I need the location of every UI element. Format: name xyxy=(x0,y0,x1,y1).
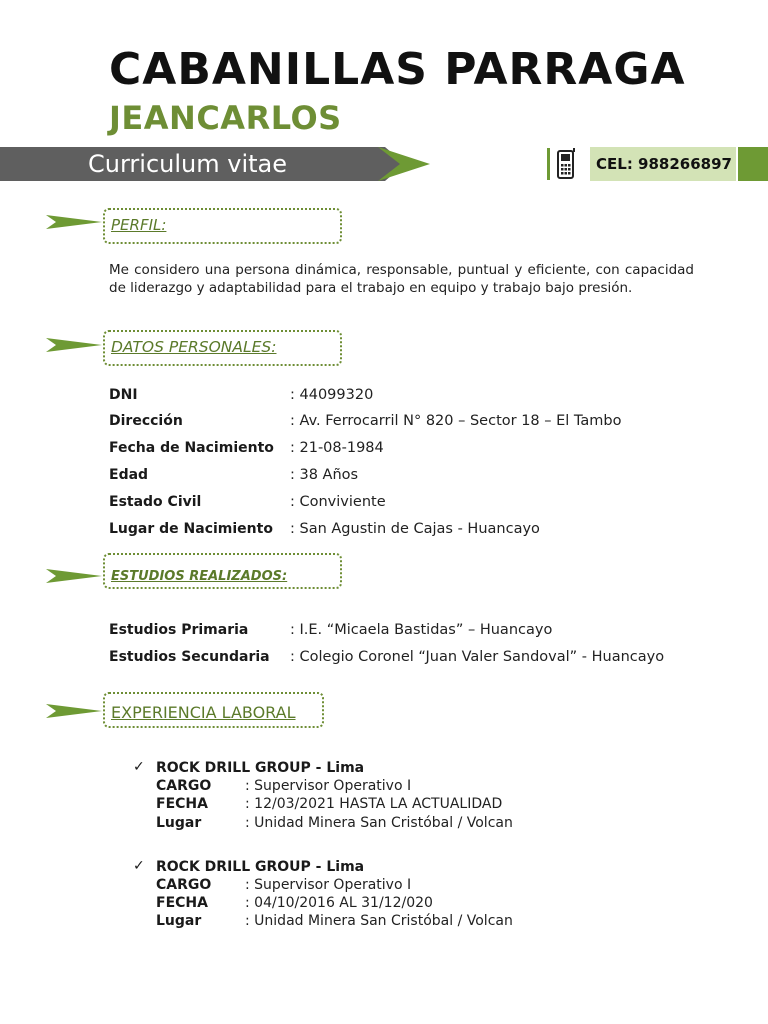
profile-text: Me considero una persona dinámica, responsable, puntual y eficiente, con capacidad de liderazgo y adaptabilidad para el trabajo en equipo y trabajo bajo presión. xyxy=(109,262,694,296)
surname-heading: CABANILLAS PARRAGA xyxy=(109,44,686,95)
job-fecha-value: : 04/10/2016 AL 31/12/020 xyxy=(245,895,433,911)
section-heading-datos: DATOS PERSONALES: xyxy=(103,330,342,366)
job-cargo-label: CARGO xyxy=(156,877,212,893)
section-arrow-icon xyxy=(46,704,102,718)
job-company: ROCK DRILL GROUP - Lima xyxy=(156,760,365,776)
field-value-estudios-primaria: : I.E. “Micaela Bastidas” – Huancayo xyxy=(290,622,553,638)
job-fecha-label: FECHA xyxy=(156,796,208,812)
header-accent-block xyxy=(738,147,768,181)
field-label-estudios-primaria: Estudios Primaria xyxy=(109,622,249,638)
field-value-edad: : 38 Años xyxy=(290,467,359,483)
firstname-heading: JEANCARLOS xyxy=(109,99,342,137)
section-heading-perfil: PERFIL: xyxy=(103,208,342,244)
job-fecha-value: : 12/03/2021 HASTA LA ACTUALIDAD xyxy=(245,796,503,812)
mobile-phone-icon xyxy=(545,147,585,181)
field-value-dni: : 44099320 xyxy=(290,387,374,403)
job-lugar-value: : Unidad Minera San Cristóbal / Volcan xyxy=(245,913,513,929)
job-fecha-label: FECHA xyxy=(156,895,208,911)
section-arrow-icon xyxy=(46,338,102,352)
checkmark-icon: ✓ xyxy=(133,858,145,874)
section-heading-estudios: ESTUDIOS REALIZADOS: xyxy=(103,553,342,589)
field-label-lugar-nacimiento: Lugar de Nacimiento xyxy=(109,521,273,537)
field-value-estado-civil: : Conviviente xyxy=(290,494,386,510)
job-company: ROCK DRILL GROUP - Lima xyxy=(156,859,365,875)
field-label-fecha-nacimiento: Fecha de Nacimiento xyxy=(109,440,274,456)
cv-title: Curriculum vitae xyxy=(88,150,287,178)
job-cargo-value: : Supervisor Operativo I xyxy=(245,877,412,893)
job-cargo-label: CARGO xyxy=(156,778,212,794)
section-arrow-icon xyxy=(46,569,102,583)
field-value-fecha-nacimiento: : 21-08-1984 xyxy=(290,440,384,456)
field-label-edad: Edad xyxy=(109,467,149,483)
phone-number: CEL: 988266897 xyxy=(590,147,736,181)
field-value-lugar-nacimiento: : San Agustin de Cajas - Huancayo xyxy=(290,521,540,537)
section-arrow-icon xyxy=(46,215,102,229)
field-value-direccion: : Av. Ferrocarril N° 820 – Sector 18 – El Tambo xyxy=(290,413,622,429)
field-label-direccion: Dirección xyxy=(109,413,183,429)
checkmark-icon: ✓ xyxy=(133,759,145,775)
field-label-estado-civil: Estado Civil xyxy=(109,494,202,510)
field-label-dni: DNI xyxy=(109,387,138,403)
job-lugar-label: Lugar xyxy=(156,815,202,831)
section-heading-experiencia: EXPERIENCIA LABORAL xyxy=(103,692,324,728)
job-lugar-value: : Unidad Minera San Cristóbal / Volcan xyxy=(245,815,513,831)
job-lugar-label: Lugar xyxy=(156,913,202,929)
job-cargo-value: : Supervisor Operativo I xyxy=(245,778,412,794)
field-label-estudios-secundaria: Estudios Secundaria xyxy=(109,649,270,665)
field-value-estudios-secundaria: : Colegio Coronel “Juan Valer Sandoval” - Huancayo xyxy=(290,649,665,665)
